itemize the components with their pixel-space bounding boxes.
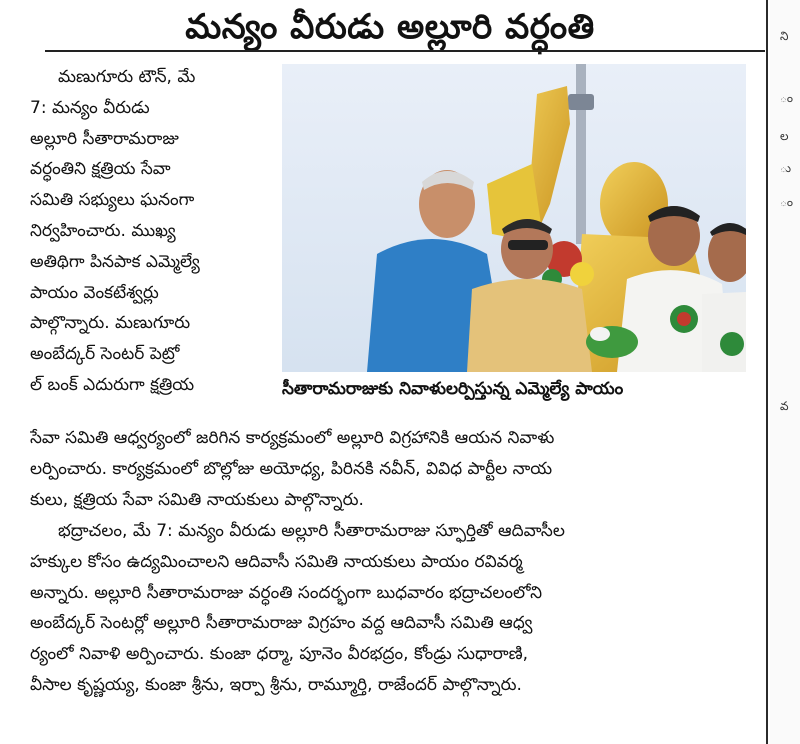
text-line: కులు, క్షత్రియ సేవా సమితి నాయకులు పాల్గొన్నారు. <box>30 489 364 510</box>
strip-glyph: ల <box>780 129 789 143</box>
headline-rule <box>45 50 765 52</box>
text-line: అన్నారు. అల్లూరి సీతారామరాజు వర్ధంతి సందర్భంగా బుధవారం భద్రాచలంలోని <box>30 582 543 603</box>
text-line: అంబేద్కర్ సెంటర్ పెట్రో <box>30 344 180 365</box>
photo-illustration <box>282 64 746 372</box>
story1-continuation <box>30 423 744 515</box>
text-line: అంబేద్కర్ సెంటర్లో అల్లూరి సీతారామరాజు విగ్రహం వద్ద ఆదివాసీ సమితి ఆధ్వ <box>30 613 533 634</box>
strip-glyph: ం <box>780 195 794 209</box>
text-line: ల్ బంక్ ఎదురుగా క్షత్రియ <box>30 374 195 395</box>
text-line: 7: మన్యం వీరుడు <box>30 97 150 118</box>
text-line: భద్రాచలం, మే 7: మన్యం వీరుడు అల్లూరి సీతారామరాజు స్ఫూర్తితో ఆదివాసీల <box>58 521 565 541</box>
adjacent-column-fragment <box>770 0 800 744</box>
text-line: సేవా సమితి ఆధ్వర్యంలో జరిగిన కార్యక్రమంలో అల్లూరి విగ్రహానికి ఆయన నివాళు <box>30 428 555 448</box>
column-divider <box>766 0 768 744</box>
story2-body <box>30 516 744 701</box>
text-line: ర్యంలో నివాళి అర్పించారు. కుంజా ధర్మా, పూనెం వీరభద్రం, కోండ్రు సుధారాణి, <box>30 644 529 665</box>
text-line: వర్ధంతిని క్షత్రియ సేవా <box>30 159 171 180</box>
text-line: పాయం వెంకటేశ్వర్లు <box>30 282 159 303</box>
text-line: పాల్గొన్నారు. మణుగూరు <box>30 313 191 334</box>
text-line: అల్లూరి సీతారామరాజు <box>30 128 179 149</box>
strip-glyph: వ <box>780 399 789 413</box>
text-line: సమితి సభ్యులు ఘనంగా <box>30 190 195 211</box>
text-line: లర్పించారు. కార్యక్రమంలో బొల్లోజు అయోధ్య, పిరినకి నవీన్, వివిధ పార్టీల నాయ <box>30 458 553 479</box>
text-line: వీసాల కృష్ణయ్య, కుంజా శ్రీను, ఇర్పా శ్రీను, రామ్మూర్తి, రాజేందర్ పాల్గొన్నారు. <box>30 674 522 695</box>
photo-caption: సీతారామరాజుకు నివాళులర్పిస్తున్న ఎమ్మెల్యే పాయం <box>282 379 624 399</box>
text-line: మణుగూరు టౌన్, మే <box>58 67 196 87</box>
text-line: నిర్వహించారు. ముఖ్య <box>30 220 176 241</box>
text-line: హక్కుల కోసం ఉద్యమించాలని ఆదివాసీ సమితి నాయకులు పాయం రవివర్మ <box>30 551 523 572</box>
strip-glyph: ని <box>780 29 789 43</box>
left-margin <box>0 0 12 744</box>
story1-column <box>30 62 274 401</box>
strip-glyph: ం <box>780 91 794 105</box>
strip-glyph: ు <box>780 161 792 175</box>
headline: మన్యం వీరుడు అల్లూరి వర్ధంతి <box>185 7 595 47</box>
text-line: అతిథిగా పినపాక ఎమ్మెల్యే <box>30 251 200 272</box>
news-photo <box>282 64 746 372</box>
